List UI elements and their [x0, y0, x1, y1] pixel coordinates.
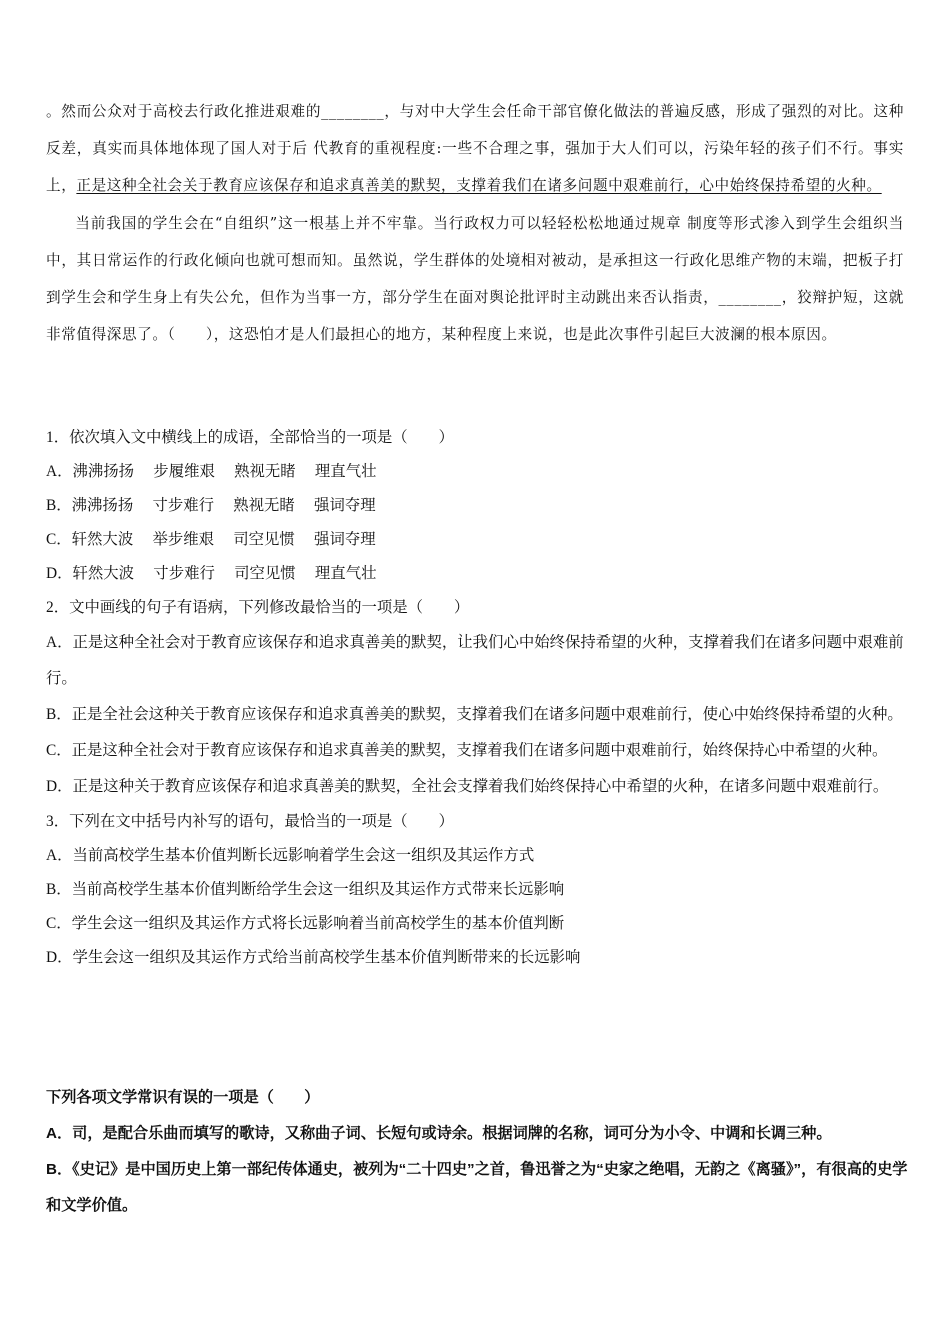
option-a: A．正是这种全社会对于教育应该保存和追求真善美的默契，让我们心中始终保持希望的火种，支撑着我们在诸多问题中艰难前行。: [46, 634, 904, 687]
option-c: C．轩然大波 举步维艰 司空见惯 强词夺理: [46, 531, 376, 548]
option-c: C．学生会这一组织及其运作方式将长远影响着当前高校学生的基本价值判断: [46, 915, 565, 932]
option-b: B．沸沸扬扬 寸步难行 熟视无睹 强词夺理: [46, 497, 376, 514]
question-stem: 2．文中画线的句子有语病，下列修改最恰当的一项是（ ）: [46, 599, 470, 616]
option-a: A．司，是配合乐曲而填写的歌诗，又称曲子词、长短句或诗余。根据词牌的名称，词可分为小令、中调和长调三种。: [46, 1125, 832, 1142]
question-list: [46, 421, 906, 975]
question-stem: 下列各项文学常识有误的一项是（ ）: [46, 1089, 320, 1106]
question-stem: 3．下列在文中括号内补写的语句，最恰当的一项是（ ）: [46, 813, 454, 830]
option-d: D．学生会这一组织及其运作方式给当前高校学生基本价值判断带来的长远影响: [46, 949, 581, 966]
question-stem: 1．依次填入文中横线上的成语，全部恰当的一项是（ ）: [46, 429, 454, 446]
option-d: D．轩然大波 寸步难行 司空见惯 理直气壮: [46, 565, 377, 582]
passage-paragraph-1: [46, 93, 904, 205]
option-b: B．正是全社会这种关于教育应该保存和追求真善美的默契，支撑着我们在诸多问题中艰难前行，使心中始终保持希望的火种。: [46, 706, 903, 723]
passage-text: 。然而公众对于高校去行政化推进艰难的________，与对中大学生会任命干部官僚化做法的普遍反感，形成了强烈的对比。这种反差，真实而具体地体现了国人对于后 代教育的重视程度:一些不合理之事，强加于大人们可以，污染年轻的孩子们不行。事实上，: [46, 103, 904, 195]
reading-passage: [46, 93, 904, 353]
passage-paragraph-2: 当前我国的学生会在“自组织”这一根基上并不牢靠。当行政权力可以轻轻松松地通过规章 制度等形式渗入到学生会组织当中，其日常运作的行政化倾向也就可想而知。虽然说，学生群体的处境相对被动，是承担这一行政化思维产物的末端，把板子打到学生会和学生身上有失公允，但作为当事一方，部分学生在面对舆论批评时主动跳出来否认指责，________，狡辩护短，这就非常值得深思了。（ ），这恐怕才是人们最担心的地方，某种程度上来说，也是此次事件引起巨大波澜的根本原因。: [46, 214, 904, 344]
option-b: B．《史记》是中国历史上第一部纪传体通史，被列为“二十四史”之首，鲁迅誉之为“史家之绝唱，无韵之《离骚》”，有很高的史学和文学价值。: [46, 1161, 908, 1214]
literature-question: [46, 1080, 916, 1224]
underlined-sentence: 正是这种全社会关于教育应该保存和追求真善美的默契，支撑着我们在诸多问题中艰难前行，心中始终保持希望的火种。: [76, 177, 882, 195]
option-a: A．当前高校学生基本价值判断长远影响着学生会这一组织及其运作方式: [46, 847, 535, 864]
option-d: D．正是这种关于教育应该保存和追求真善美的默契，全社会支撑着我们始终保持心中希望的火种，在诸多问题中艰难前行。: [46, 778, 889, 795]
option-c: C．正是这种全社会对于教育应该保存和追求真善美的默契，支撑着我们在诸多问题中艰难前行，始终保持心中希望的火种。: [46, 742, 888, 759]
option-a: A．沸沸扬扬 步履维艰 熟视无睹 理直气壮: [46, 463, 377, 480]
option-b: B．当前高校学生基本价值判断给学生会这一组织及其运作方式带来长远影响: [46, 881, 565, 898]
